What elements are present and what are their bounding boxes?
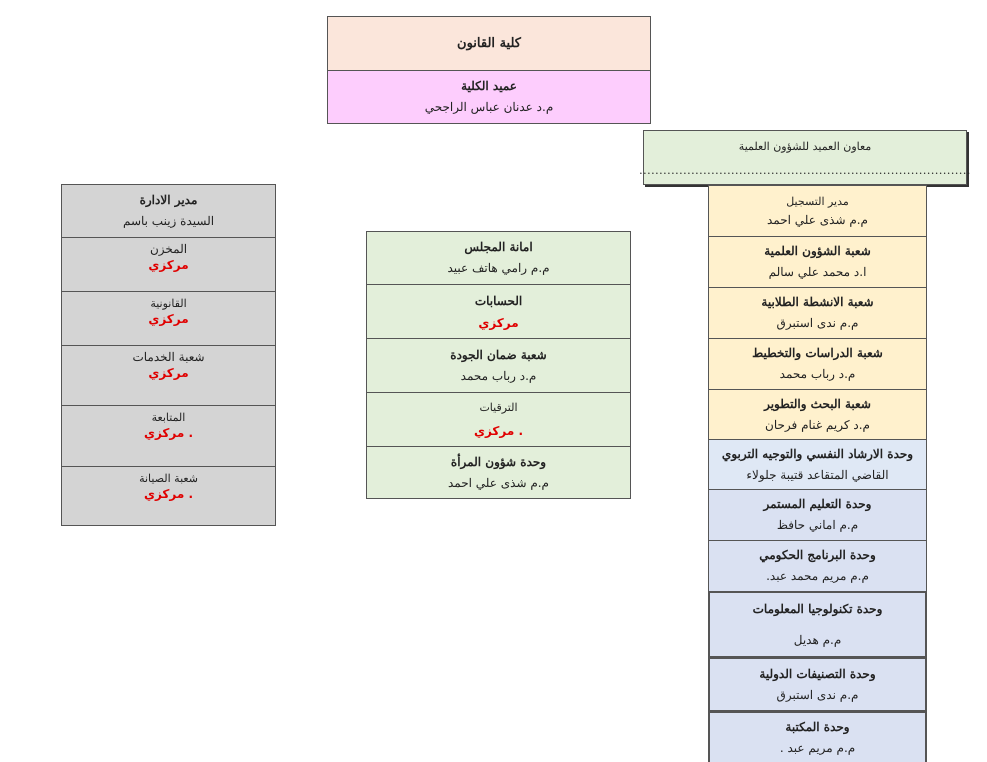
unit-title: وحدة تكنولوجيا المعلومات	[752, 601, 883, 616]
quality-assurance-box	[366, 338, 631, 393]
rankings-unit-box	[708, 657, 927, 712]
college-box	[327, 16, 651, 71]
scientific-affairs-title: معاون العميد للشؤون العلمية	[738, 139, 872, 153]
research-development-box	[708, 389, 927, 440]
unit-title: شعبة الدراسات والتخطيط	[752, 346, 883, 360]
unit-head: ا.د محمد علي سالم	[768, 265, 867, 279]
unit-title: شعبة الخدمات	[132, 350, 205, 364]
unit-title: المتابعة	[151, 411, 186, 424]
dean-title: عميد الكلية	[461, 79, 517, 93]
unit-status: مركزي	[148, 366, 189, 380]
unit-head: م.م مريم محمد عبد.	[766, 569, 869, 583]
unit-title: شعبة البحث والتطوير	[764, 396, 871, 411]
warehouse-box	[61, 237, 276, 292]
services-box	[61, 345, 276, 406]
unit-head: م.د رباب محمد	[460, 368, 537, 383]
unit-title: شعبة الصيانة	[139, 472, 198, 485]
unit-title: امانة المجلس	[464, 240, 533, 254]
women-affairs-box	[366, 446, 631, 499]
unit-title: وحدة التعليم المستمر	[763, 497, 872, 511]
unit-head: م.م هديل	[793, 632, 842, 647]
unit-title: الحسابات	[474, 293, 523, 308]
it-unit-box	[708, 591, 927, 658]
unit-head: السيدة زينب باسم	[122, 214, 215, 228]
unit-head: م.د كريم غنام فرحان	[765, 417, 870, 432]
unit-head: م.م شذى علي احمد	[767, 212, 868, 227]
unit-head: م.م مريم عبد .	[779, 740, 856, 755]
dean-box	[327, 70, 651, 124]
college-name: كلية القانون	[457, 35, 521, 51]
counseling-unit-box	[708, 439, 927, 490]
maintenance-box	[61, 466, 276, 526]
dean-name: م.د عدنان عباس الراجحي	[424, 100, 554, 114]
accounts-box	[366, 284, 631, 339]
unit-status: . مركزي	[143, 487, 194, 501]
continuing-education-box	[708, 489, 927, 541]
unit-title: الترقيات	[479, 401, 518, 414]
unit-title: شعبة الشؤون العلمية	[764, 244, 871, 258]
student-activities-box	[708, 287, 927, 339]
unit-title: وحدة شؤون المرأة	[450, 454, 547, 469]
scientific-affairs-name: ...................................................................................	[639, 163, 971, 177]
scientific-affairs-header	[639, 130, 971, 185]
unit-head: م.د رباب محمد	[779, 367, 856, 381]
government-program-box	[708, 540, 927, 592]
unit-status: . مركزي	[143, 426, 194, 440]
follow-up-box	[61, 405, 276, 467]
legal-box	[61, 291, 276, 346]
unit-status: مركزي	[148, 312, 189, 326]
unit-head: م.م شذى علي احمد	[448, 475, 549, 490]
unit-head: القاضي المتقاعد قتيبة جلولاء	[746, 467, 889, 482]
unit-title: المخزن	[149, 242, 188, 256]
unit-title: شعبة ضمان الجودة	[450, 347, 547, 362]
unit-title: وحدة المكتبة	[785, 719, 850, 734]
scientific-affairs-division-box	[708, 236, 927, 288]
unit-head: م.م اماني حافظ	[776, 518, 859, 532]
admin-director-box	[61, 184, 276, 238]
unit-title: مدير الادارة	[139, 193, 198, 207]
unit-title: شعبة الانشطة الطلابية	[761, 295, 874, 309]
registration-box	[708, 185, 927, 237]
unit-title: وحدة التصنيفات الدولية	[759, 666, 876, 681]
unit-head: م.م ندى استبرق	[776, 687, 859, 702]
unit-title: وحدة البرنامج الحكومي	[759, 548, 876, 562]
unit-status: . مركزي	[473, 424, 524, 438]
unit-head: م.م رامي هاتف عبيد	[447, 261, 550, 275]
unit-title: مدير التسجيل	[786, 194, 849, 208]
unit-status: مركزي	[478, 315, 519, 330]
unit-status: مركزي	[148, 258, 189, 272]
studies-planning-box	[708, 338, 927, 390]
unit-title: القانونية	[150, 297, 187, 310]
unit-title: وحدة الارشاد النفسي والتوجيه التربوي	[721, 446, 914, 461]
unit-head: م.م ندى استبرق	[776, 316, 859, 330]
library-unit-box	[708, 711, 927, 762]
promotions-box	[366, 392, 631, 447]
council-secretariat-box	[366, 231, 631, 285]
